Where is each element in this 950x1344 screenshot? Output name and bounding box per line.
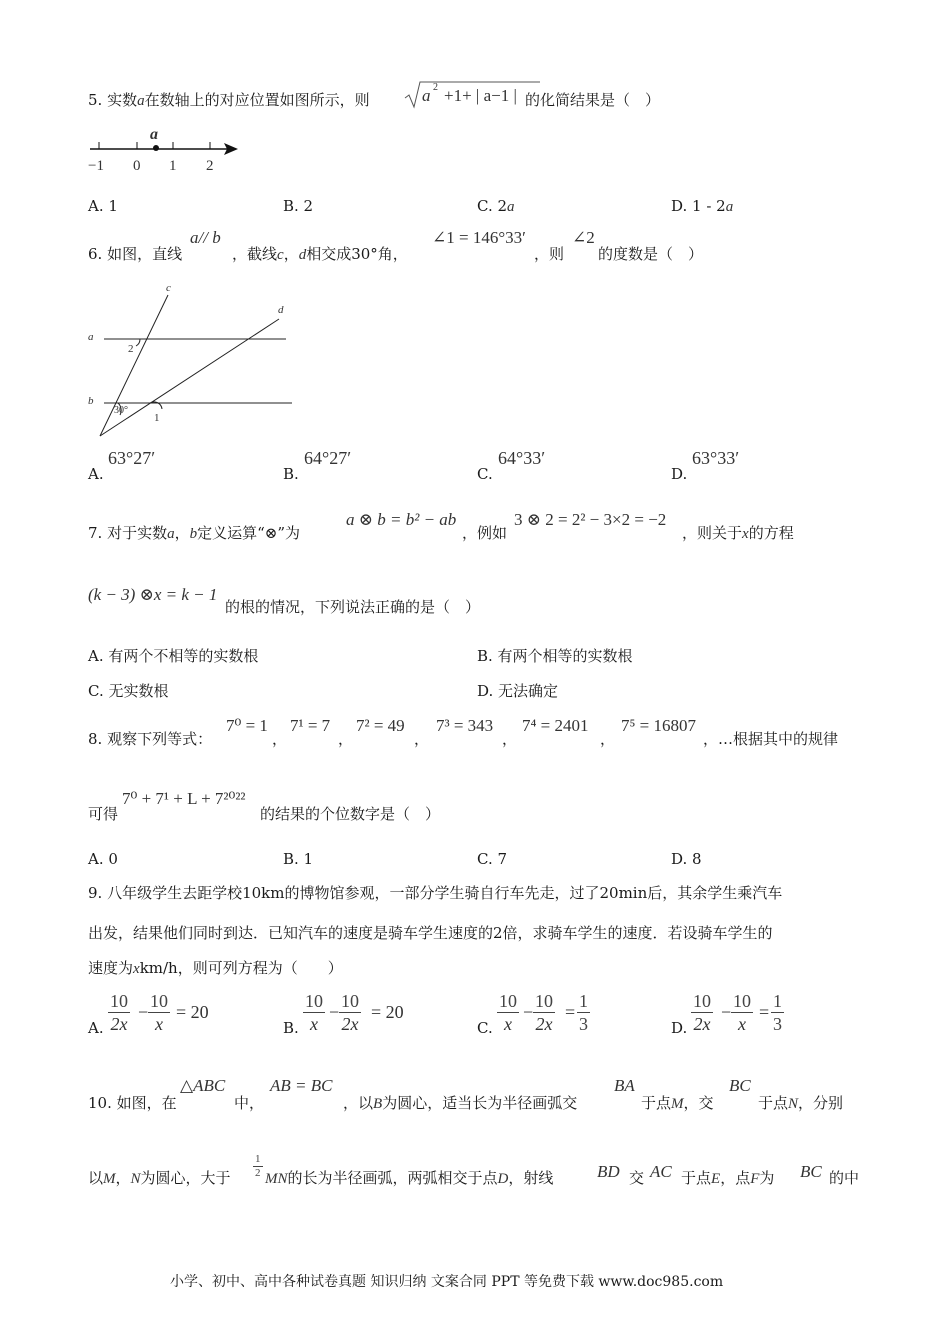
number-line-svg [88, 128, 248, 178]
frac-num: 1 [773, 991, 782, 1011]
option-label: D. [671, 465, 688, 483]
q10-text-4: ，交 [683, 1094, 714, 1112]
option-label: B. [283, 1019, 299, 1037]
q5-option-a[interactable] [88, 196, 118, 216]
q8-equality: 7³ = 343 [436, 716, 494, 735]
option-text: B. 2 [283, 197, 314, 215]
minus-op: − [329, 1002, 340, 1022]
q8-equality: 7⁵ = 16807 [621, 716, 697, 735]
q7-math-equation: (k − 3) ⊗x = k − 1 [88, 585, 218, 604]
rhs: = 20 [176, 1002, 209, 1022]
q7-option-c[interactable] [88, 681, 168, 701]
q5-stem-end: 的化简结果是（ ） [525, 91, 661, 109]
option-text: D. 8 [671, 850, 702, 868]
q10-text: ，以 [343, 1094, 374, 1112]
q5-var-a: a [137, 93, 145, 109]
frac-den: 3 [773, 1014, 782, 1034]
q7-option-b[interactable] [477, 646, 633, 666]
number-line-figure [88, 128, 248, 178]
frac-num: 10 [110, 991, 128, 1011]
frac-den: x [504, 1014, 512, 1034]
option-label: D. [671, 1019, 688, 1037]
option-text: A. 0 [88, 850, 118, 868]
option-label: C. [477, 1019, 493, 1037]
q8-stem-4: 的结果的个位数字是（ ） [260, 805, 441, 823]
q8-stem-1: 8. 观察下列等式： [88, 730, 213, 748]
frac-den: 3 [579, 1014, 588, 1034]
q10-var-M2: M [103, 1171, 116, 1187]
q10-text-2: 为圆心，适当长为半径画弧交 [382, 1094, 578, 1112]
q6-option-c-value: 64°33′ [498, 448, 546, 468]
q10-var-N2: N [130, 1171, 141, 1187]
q6-option-d-value: 63°33′ [692, 448, 740, 468]
q8-option-b[interactable] [283, 849, 313, 869]
q6-option-d[interactable] [671, 464, 687, 484]
q10-var-N: N [788, 1096, 799, 1112]
rhs: = [565, 1002, 576, 1022]
q8-option-a[interactable] [88, 849, 118, 869]
option-text: A. 1 [88, 197, 118, 215]
q7-math-example: 3 ⊗ 2 = 2² − 3×2 = −2 [514, 510, 667, 529]
q5-sqrt-expression [404, 80, 524, 110]
q8-equality: 7¹ = 7 [290, 716, 331, 735]
frac-den: 2x [535, 1014, 553, 1034]
q6-option-b-value: 64°27′ [304, 448, 352, 468]
option-text: D. 1 - 2 [671, 197, 726, 215]
q10-var-D: D [497, 1171, 509, 1187]
frac-den: 2x [693, 1014, 711, 1034]
q5-sqrt-exp: 2 [433, 82, 438, 93]
parallel-lines-svg [84, 282, 299, 442]
q6-option-b[interactable] [283, 464, 299, 484]
q10-text-3: 于点 [641, 1094, 672, 1112]
option-text: C. 7 [477, 850, 508, 868]
rhs: = 20 [371, 1002, 404, 1022]
q8-option-c[interactable] [477, 849, 507, 869]
frac-den: 2x [110, 1014, 128, 1034]
q10-line-2d [681, 1168, 774, 1189]
q10-math-BC: BC [729, 1076, 751, 1095]
q8-sep: ， [414, 730, 430, 748]
q10-stem-1: 10. 如图，在 [88, 1094, 177, 1112]
q9-text-2: km/h，则可列方程为（ ） [139, 959, 343, 977]
q8-sep: ， [338, 730, 354, 748]
q10-stem-5 [758, 1093, 843, 1114]
frac-den: x [155, 1014, 163, 1034]
option-label: A. [88, 465, 104, 483]
frac-den: x [310, 1014, 318, 1034]
q9-line-1: 9. 八年级学生去距学校10km的博物馆参观，一部分学生骑自行车先走，过了20min后，其余学生乘汽车 [88, 884, 783, 902]
q10-text-7: 以 [88, 1169, 104, 1187]
q9-line-2: 出发，结果他们同时到达．已知汽车的速度是骑车学生速度的2倍，求骑车学生的速度．若设骑车学生的 [88, 924, 773, 942]
q8-math-sum: 7⁰ + 7¹ + L + 7²⁰²² [122, 789, 246, 808]
q7-sep: ， [174, 524, 190, 542]
q5-option-d[interactable]: D. 1 - 2a [671, 197, 734, 215]
q7-var-x: x [742, 526, 749, 542]
q6-var-d: d [298, 247, 307, 263]
parallel-lines-figure [84, 282, 299, 442]
q10-math-BC2: BC [800, 1162, 822, 1181]
q9-option-a[interactable] [88, 990, 268, 1042]
q8-sep: ， [502, 730, 518, 748]
q7-math-def: a ⊗ b = b² − ab [346, 510, 457, 529]
angle-2-arc [136, 339, 140, 346]
minus-op: − [721, 1002, 732, 1022]
q7-stem-2: ，例如 [462, 524, 508, 542]
q5-option-b[interactable] [283, 196, 313, 216]
q7-option-d[interactable] [477, 681, 558, 701]
q7-option-a[interactable] [88, 646, 258, 666]
q6-option-a-value: 63°27′ [108, 448, 156, 468]
q8-sep: ， [600, 730, 616, 748]
q8-option-d[interactable] [671, 849, 702, 869]
point-a-label: a [150, 126, 158, 143]
q5-stem [88, 90, 370, 111]
frac-num: 10 [150, 991, 168, 1011]
q7-stem-3 [682, 523, 794, 544]
option-text: C. 无实数根 [88, 682, 169, 700]
option-text: A. 有两个不相等的实数根 [88, 647, 259, 665]
q8-sep: ， [272, 730, 288, 748]
q6-stem-4: 的度数是（ ） [598, 245, 704, 263]
frac-num: 1 [255, 1153, 261, 1165]
minus-op: − [138, 1002, 149, 1022]
q10-line-2b [265, 1168, 553, 1189]
q7-stem-text: 7. 对于实数 [88, 524, 168, 542]
q9-var-x: x [133, 961, 140, 977]
q9-option-c[interactable] [477, 990, 657, 1042]
q10-stem-3 [343, 1093, 577, 1114]
q8-stem-2: ，…根据其中的规律 [703, 730, 839, 748]
q7-stem-text-3: ，则关于 [682, 524, 743, 542]
q10-stem-2: 中， [234, 1094, 265, 1112]
q6-stem-2 [232, 244, 408, 265]
q10-math-BA: BA [614, 1076, 635, 1095]
q10-var-F: F [750, 1171, 760, 1187]
frac-den: 2x [341, 1014, 359, 1034]
option-text: B. 有两个相等的实数根 [477, 647, 633, 665]
q10-var-E: E [711, 1171, 721, 1187]
q7-stem-4: 的根的情况，下列说法正确的是（ ） [225, 598, 481, 616]
label-angle-30: 30° [114, 405, 128, 416]
q6-math-angle1: ∠1 = 146°33′ [432, 228, 526, 247]
q10-var-M: M [671, 1096, 684, 1112]
option-text: D. 无法确定 [477, 682, 559, 700]
option-text: B. 1 [283, 850, 314, 868]
q10-text-11: 于点 [681, 1169, 712, 1187]
frac-num: 10 [341, 991, 359, 1011]
sqrt-overline [420, 80, 540, 84]
q6-option-c[interactable] [477, 464, 493, 484]
tick-label: 1 [169, 158, 177, 174]
frac-num: 10 [733, 991, 751, 1011]
q6-stem-1: 6. 如图，直线 [88, 245, 183, 263]
q9-line-3 [88, 958, 343, 979]
q10-var-MN: MN [265, 1171, 288, 1187]
q10-text-12: ，点 [720, 1169, 751, 1187]
frac-num: 1 [579, 991, 588, 1011]
q5-expr-rest: +1+ | a−1 | [444, 86, 517, 105]
q7-stem-1 [88, 523, 300, 544]
q8-equality: 7² = 49 [356, 716, 405, 735]
q10-math-AC: AC [650, 1162, 672, 1181]
q6-var-c: c [277, 247, 284, 263]
label-angle-1: 1 [154, 412, 160, 424]
tick-label: 0 [133, 158, 141, 174]
q7-stem-text-4: 的方程 [748, 524, 794, 542]
label-a: a [88, 331, 94, 343]
q8-equality: 7⁴ = 2401 [522, 716, 589, 735]
q10-text-10: ，射线 [508, 1169, 554, 1187]
q10-var-B: B [373, 1096, 383, 1112]
q7-stem-text-2: 定义运算“⊗”为 [197, 524, 301, 542]
q5-stem-text-2: 在数轴上的对应位置如图所示，则 [144, 91, 370, 109]
label-d: d [278, 304, 284, 316]
label-b: b [88, 395, 94, 407]
q9-option-d[interactable] [671, 990, 851, 1042]
q10-math-eq: AB = BC [270, 1076, 333, 1095]
label-angle-2: 2 [128, 343, 134, 355]
q10-text-5: 于点 [758, 1094, 789, 1112]
q10-half-fraction [253, 1153, 263, 1180]
q10-text-6: ，分别 [798, 1094, 844, 1112]
tick-label: −1 [88, 158, 104, 174]
q8-equality: 7⁰ = 1 [226, 716, 268, 735]
q10-text-13: 为 [759, 1169, 775, 1187]
q7-var-b: b [189, 526, 198, 542]
q8-stem-3: 可得 [88, 805, 119, 823]
q7-var-a: a [167, 526, 175, 542]
q6-option-a[interactable] [88, 464, 104, 484]
label-c: c [166, 282, 171, 294]
option-label: A. [88, 1019, 104, 1037]
frac-num: 10 [535, 991, 553, 1011]
minus-op: − [523, 1002, 534, 1022]
q6-stem-3: ，则 [534, 245, 565, 263]
frac-den: 2 [255, 1167, 261, 1179]
rhs: = [759, 1002, 770, 1022]
q6-math-parallel: a// b [190, 228, 221, 247]
option-label: C. [477, 465, 493, 483]
frac-num: 10 [693, 991, 711, 1011]
q6-math-angle2: ∠2 [572, 228, 595, 247]
option-label: B. [283, 465, 299, 483]
q10-line-2c: 交 [629, 1169, 645, 1187]
q10-math-tri: △ABC [180, 1076, 226, 1095]
q10-text-8: 为圆心，大于 [140, 1169, 231, 1187]
q9-text: 速度为 [88, 959, 134, 977]
frac-num: 10 [499, 991, 517, 1011]
q6-stem-text-2: 相交成30°角， [306, 245, 408, 263]
q9-option-b[interactable] [283, 990, 463, 1042]
q10-line-2e: 的中 [829, 1169, 860, 1187]
q10-line-2a [88, 1168, 231, 1189]
q5-stem-text: 5. 实数 [88, 91, 138, 109]
tick-label: 2 [206, 158, 214, 174]
q10-sep: ， [115, 1169, 131, 1187]
q10-math-BD: BD [597, 1162, 620, 1181]
q6-sep: ， [283, 245, 299, 263]
q5-sqrt-inner: a [422, 86, 431, 105]
q5-option-c[interactable]: C. 2a [477, 197, 515, 215]
frac-num: 10 [305, 991, 323, 1011]
point-a-dot [153, 145, 159, 151]
frac-den: x [738, 1014, 746, 1034]
option-text: C. 2 [477, 197, 508, 215]
page-footer: 小学、初中、高中各种试卷真题 知识归纳 文案合同 PPT 等免费下载 www.doc985.com [170, 1274, 724, 1290]
q10-stem-4 [641, 1093, 714, 1114]
q10-text-9: 的长为半径画弧，两弧相交于点 [287, 1169, 498, 1187]
q6-stem-text: ，截线 [232, 245, 278, 263]
line-d [100, 319, 279, 436]
